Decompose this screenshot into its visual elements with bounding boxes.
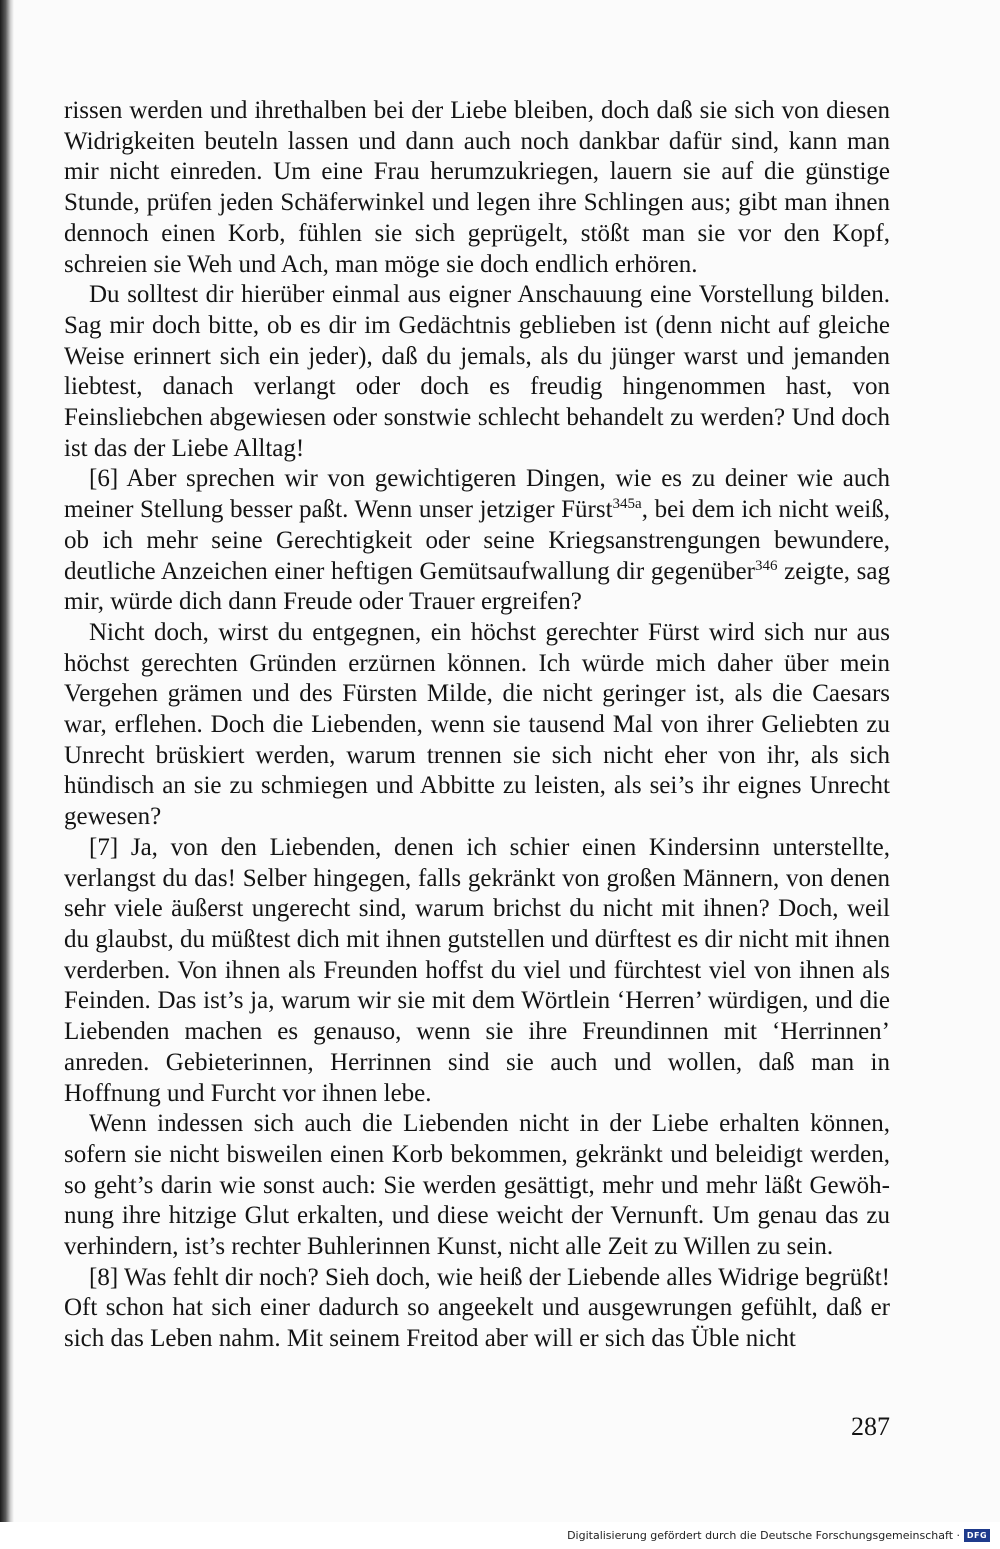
paragraph <box>64 1109 890 1263</box>
funding-credit: Digitalisierung gefördert durch die Deutsche Forschungsgemeinschaft · <box>567 1529 960 1542</box>
digitization-footer <box>0 1522 1000 1549</box>
paragraph <box>64 464 890 618</box>
paragraph <box>64 1263 890 1355</box>
body-text <box>64 96 890 1355</box>
paragraph-text: [8] Was fehlt dir noch? Sieh doch, wie heiß der Liebende alles Widrige begrüßt! Oft schon hat sich einer dadurch so angeekelt und ausgewrungen gefühlt, daß er sich das Leben nahm. Mit seinem Freitod aber will er sich das Üble nicht <box>64 1263 890 1353</box>
paragraph <box>64 618 890 833</box>
paragraph-text: [6] Aber sprechen wir von gewichtigeren Dingen, wie es zu deiner wie auch meiner Stellung besser paßt. Wenn unser jetziger Fürst <box>64 465 890 524</box>
paragraph <box>64 280 890 464</box>
paragraph-text: zeigte, sag mir, würde dich dann Freude oder Trauer ergreifen? <box>64 557 891 616</box>
paragraph-text: rissen werden und ihrethalben bei der Liebe bleiben, doch daß sie sich von diesen Widrigkeiten beuteln lassen und dann auch noch dankbar dafür sind, kann man mir nicht einreden. Um eine Frau herumzukriegen, lauern sie auf die günstige Stunde, prüfen jeden Schäferwinkel und legen ihre Schlingen aus; gibt man ihnen dennoch einen Korb, fühlen sie sich geprügelt, stößt man sie vor den Kopf, schreien sie Weh und Ach, man möge sie doch endlich erhören. <box>64 97 890 278</box>
page-number: 287 <box>851 1412 890 1441</box>
spine-shadow <box>0 0 14 1522</box>
paragraph <box>64 833 890 1109</box>
paragraph-text: Nicht doch, wirst du entgegnen, ein höchst gerechter Fürst wird sich nur aus höchst gerechten Gründen erzürnen können. Ich würde mich daher über mein Vergehen grämen und des Fürsten Milde, die nicht geringer ist, als die Caesars war, erflehen. Doch die Liebenden, wenn sie tausend Mal von ihrer Geliebten zu Unrecht brüskiert werden, warum trennen sie sich nicht eher von ihr, als sich hündisch an sie zu schmiegen und Abbitte zu leisten, als sei’s ihr eignes Unrecht gewesen? <box>64 618 890 831</box>
dfg-logo-icon: DFG <box>964 1529 990 1542</box>
paragraph-text: , bei dem ich nicht weiß, ob ich mehr seine Gerechtigkeit oder seine Kriegsanstrengungen bewundere, deutliche Anzeichen einer heftigen Gemütsaufwallung dir gegenüber <box>64 496 890 585</box>
paragraph <box>64 96 890 280</box>
paragraph-text: Wenn indessen sich auch die Liebenden nicht in der Liebe erhalten können, sofern sie nicht bisweilen einen Korb bekommen, gekränkt und beleidigt werden, so geht’s darin wie sonst auch: Sie werden gesättigt, mehr und mehr läßt Gewöhnung ihre hitzige Glut erkalten, und diese weicht der Vernunft. Um genau das zu verhindern, ist’s rechter Buhlerinnen Kunst, nicht alle Zeit zu Willen zu sein. <box>64 1110 890 1261</box>
footnote-reference: 346 <box>754 557 778 574</box>
paragraph-text: [7] Ja, von den Liebenden, denen ich schier einen Kindersinn unterstellte, verlangst du das! Selber hingegen, falls gekränkt von großen Männern, von denen sehr viele äußerst ungerecht sind, warum brichst du nicht mit ihnen? Doch, weil du glaubst, du müßtest dich mit ihnen gutstellen und dürftest es dir nicht mit ihnen verderben. Von ihnen als Freunden hoffst du viel und fürchtest viel von ihnen als Feinden. Das ist’s ja, warum wir sie mit dem Wörtlein ‘Herren’ würdigen, und die Liebenden machen es genauso, wenn sie ihre Freundinnen mit ‘Herrinnen’ anreden. Gebieterinnen, Herrinnen sind sie auch und wollen, daß man in Hoffnung und Furcht vor ihnen lebe. <box>64 833 890 1107</box>
paragraph-text: Du solltest dir hierüber einmal aus eigner Anschauung eine Vorstellung bilden. Sag mir doch bitte, ob es dir im Gedächtnis geblieben ist (denn nicht auf gleiche Weise erinnert sich ein jeder), daß du jemals, als du jünger warst und jemanden liebtest, danach verlangt oder doch es freudig hingenommen hast, von Feinsliebchen abgewiesen oder sonstwie schlecht behandelt zu werden? Und doch ist das der Liebe Alltag! <box>64 281 890 462</box>
footnote-reference: 345a <box>612 496 642 513</box>
